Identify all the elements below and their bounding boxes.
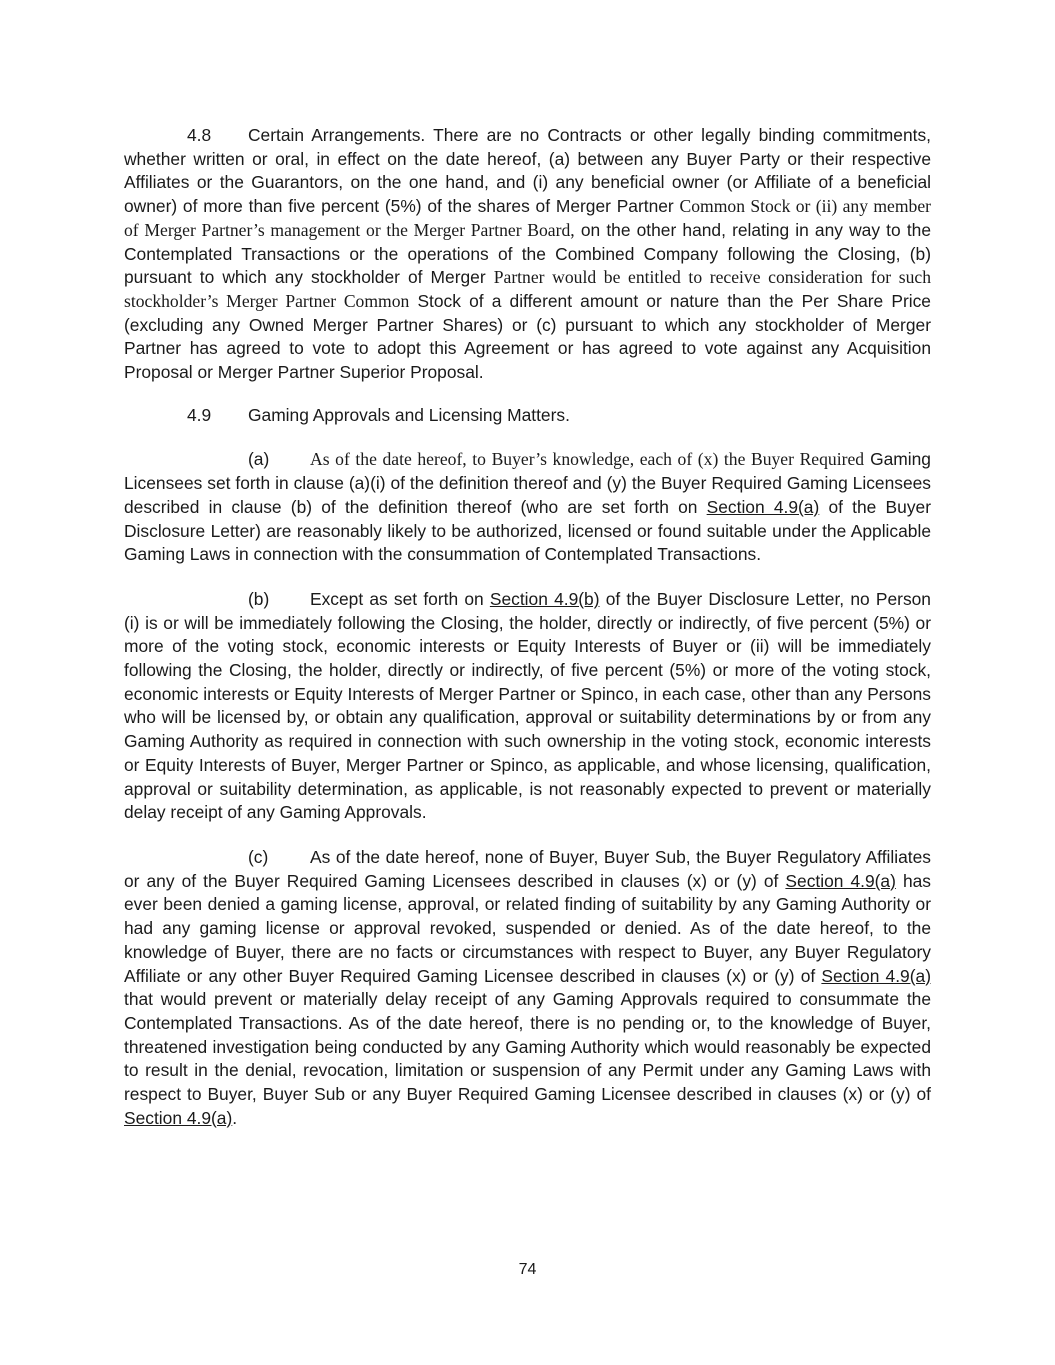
spacer xyxy=(124,567,931,588)
spacer xyxy=(124,427,931,448)
body-text: Stock of a different amount or nature than the Per Share Price (excluding any Owned Merger Partner Shares) or (c) pursuant to which any stockholder of Merger Partner has agreed to vote to adopt this Agreement or has agreed to vote against any Acquisition Proposal or Merger Partner Superior Proposal. xyxy=(124,290,931,383)
clause-b-paragraph xyxy=(124,588,931,825)
body-text: . xyxy=(232,1107,238,1128)
section-reference-link[interactable]: Section 4.9(a) xyxy=(785,870,896,891)
clause-label: (b) xyxy=(248,588,270,609)
body-text: that would prevent or materially delay receipt of any Gaming Approvals required to consummate the Contemplated Transactions. As of the date hereof, there is no pending or, to the knowledge of Buyer, threatened investigation being conducted by any Gaming Authority which would reasonably be expected to result in the denial, revocation, limitation or suspension of any Permit under any Gaming Laws with respect to Buyer, Buyer Sub or any Buyer Required Gaming Licensee described in clauses (x) or (y) of xyxy=(124,989,931,1105)
body-text: Common Stock or (ii) any member of Merger Partner’s management or the Merger Partner Board, xyxy=(124,196,931,240)
page-number: 74 xyxy=(518,1261,537,1278)
clause-a-paragraph xyxy=(124,448,931,567)
section-4-8-paragraph xyxy=(124,124,931,385)
section-title: Certain Arrangements. xyxy=(248,125,426,145)
section-reference-link[interactable]: Section 4.9(a) xyxy=(706,496,820,517)
body-text: Except as set forth on xyxy=(310,588,490,609)
body-text: As of the date hereof, to Buyer’s knowledge, each of (x) the Buyer Required xyxy=(310,449,865,470)
body-text: of the Buyer Disclosure Letter) are reasonably likely to be authorized, licensed or found suitable under the Applicable Gaming Laws in connection with the consummation of Contemplated Transactions. xyxy=(124,496,931,565)
body-text: has ever been denied a gaming license, approval, or related finding of suitability by any Gaming Authority or had any gaming license or approval revoked, suspended or denied. As of the date hereof, to the knowledge of Buyer, there are no facts or circumstances with respect to Buyer, any Buyer Regulatory Affiliate or any other Buyer Required Gaming Licensee described in clauses (x) or (y) of xyxy=(124,870,931,986)
clause-c-paragraph xyxy=(124,846,931,1130)
document-page xyxy=(124,124,931,1130)
body-text: Gaming Licensees set forth in clause (a)(i) of the definition thereof and (y) the Buyer Required Gaming Licensees described in clause (b) of the definition thereof (who are set forth on xyxy=(124,449,931,517)
section-title: Gaming Approvals and Licensing Matters. xyxy=(248,404,570,425)
section-number: 4.8 xyxy=(187,125,212,145)
clause-label: (a) xyxy=(248,449,270,470)
body-text: on the other hand, relating in any way to the Contemplated Transactions or the operations of the Combined Company following the Closing, (b) pursuant to which any stockholder of Merger xyxy=(124,219,932,288)
body-text: Partner would be entitled to receive consideration for such stockholder’s Merger Partner Common xyxy=(124,267,932,311)
body-text: of the Buyer Disclosure Letter, no Person (i) is or will be immediately following the Closing, the holder, directly or indirectly, of five percent (5%) or more of the voting stock, economic interests or Equity Interests of Buyer or (ii) will be immediately following the Closing, the holder, directly or indirectly, of five percent (5%) or more of the voting stock, economic interests or Equity Interests of Merger Partner or Spinco, in each case, other than any Persons who will be licensed by, or obtain any qualification, approval or suitability determinations by or from any Gaming Authority as required in connection with such ownership in the voting stock, economic interests or Equity Interests of Buyer, Merger Partner or Spinco, as applicable, and whose licensing, qualification, approval or suitability determination, as applicable, is not reasonably expected to prevent or materially delay receipt of any Gaming Approvals. xyxy=(124,588,931,823)
spacer xyxy=(124,825,931,846)
body-text: As of the date hereof, none of Buyer, Buyer Sub, the Buyer Regulatory Affiliates or any of the Buyer Required Gaming Licensees described in clauses (x) or (y) of xyxy=(124,846,931,891)
clause-label: (c) xyxy=(248,846,269,867)
section-reference-link[interactable]: Section 4.9(a) xyxy=(821,965,931,986)
section-reference-link[interactable]: Section 4.9(b) xyxy=(489,588,600,609)
section-number: 4.9 xyxy=(187,404,212,425)
section-reference-link[interactable]: Section 4.9(a) xyxy=(124,1107,233,1128)
body-text: There are no Contracts or other legally binding commitments, whether written or oral, in effect on the date hereof, (a) between any Buyer Party or their respective Affiliates or the Guarantors, on the one hand, and (i) any beneficial owner (or Affiliate of a beneficial owner) of more than five percent (5%) of the shares of Merger Partner xyxy=(124,125,931,217)
section-4-9-heading xyxy=(124,404,931,428)
